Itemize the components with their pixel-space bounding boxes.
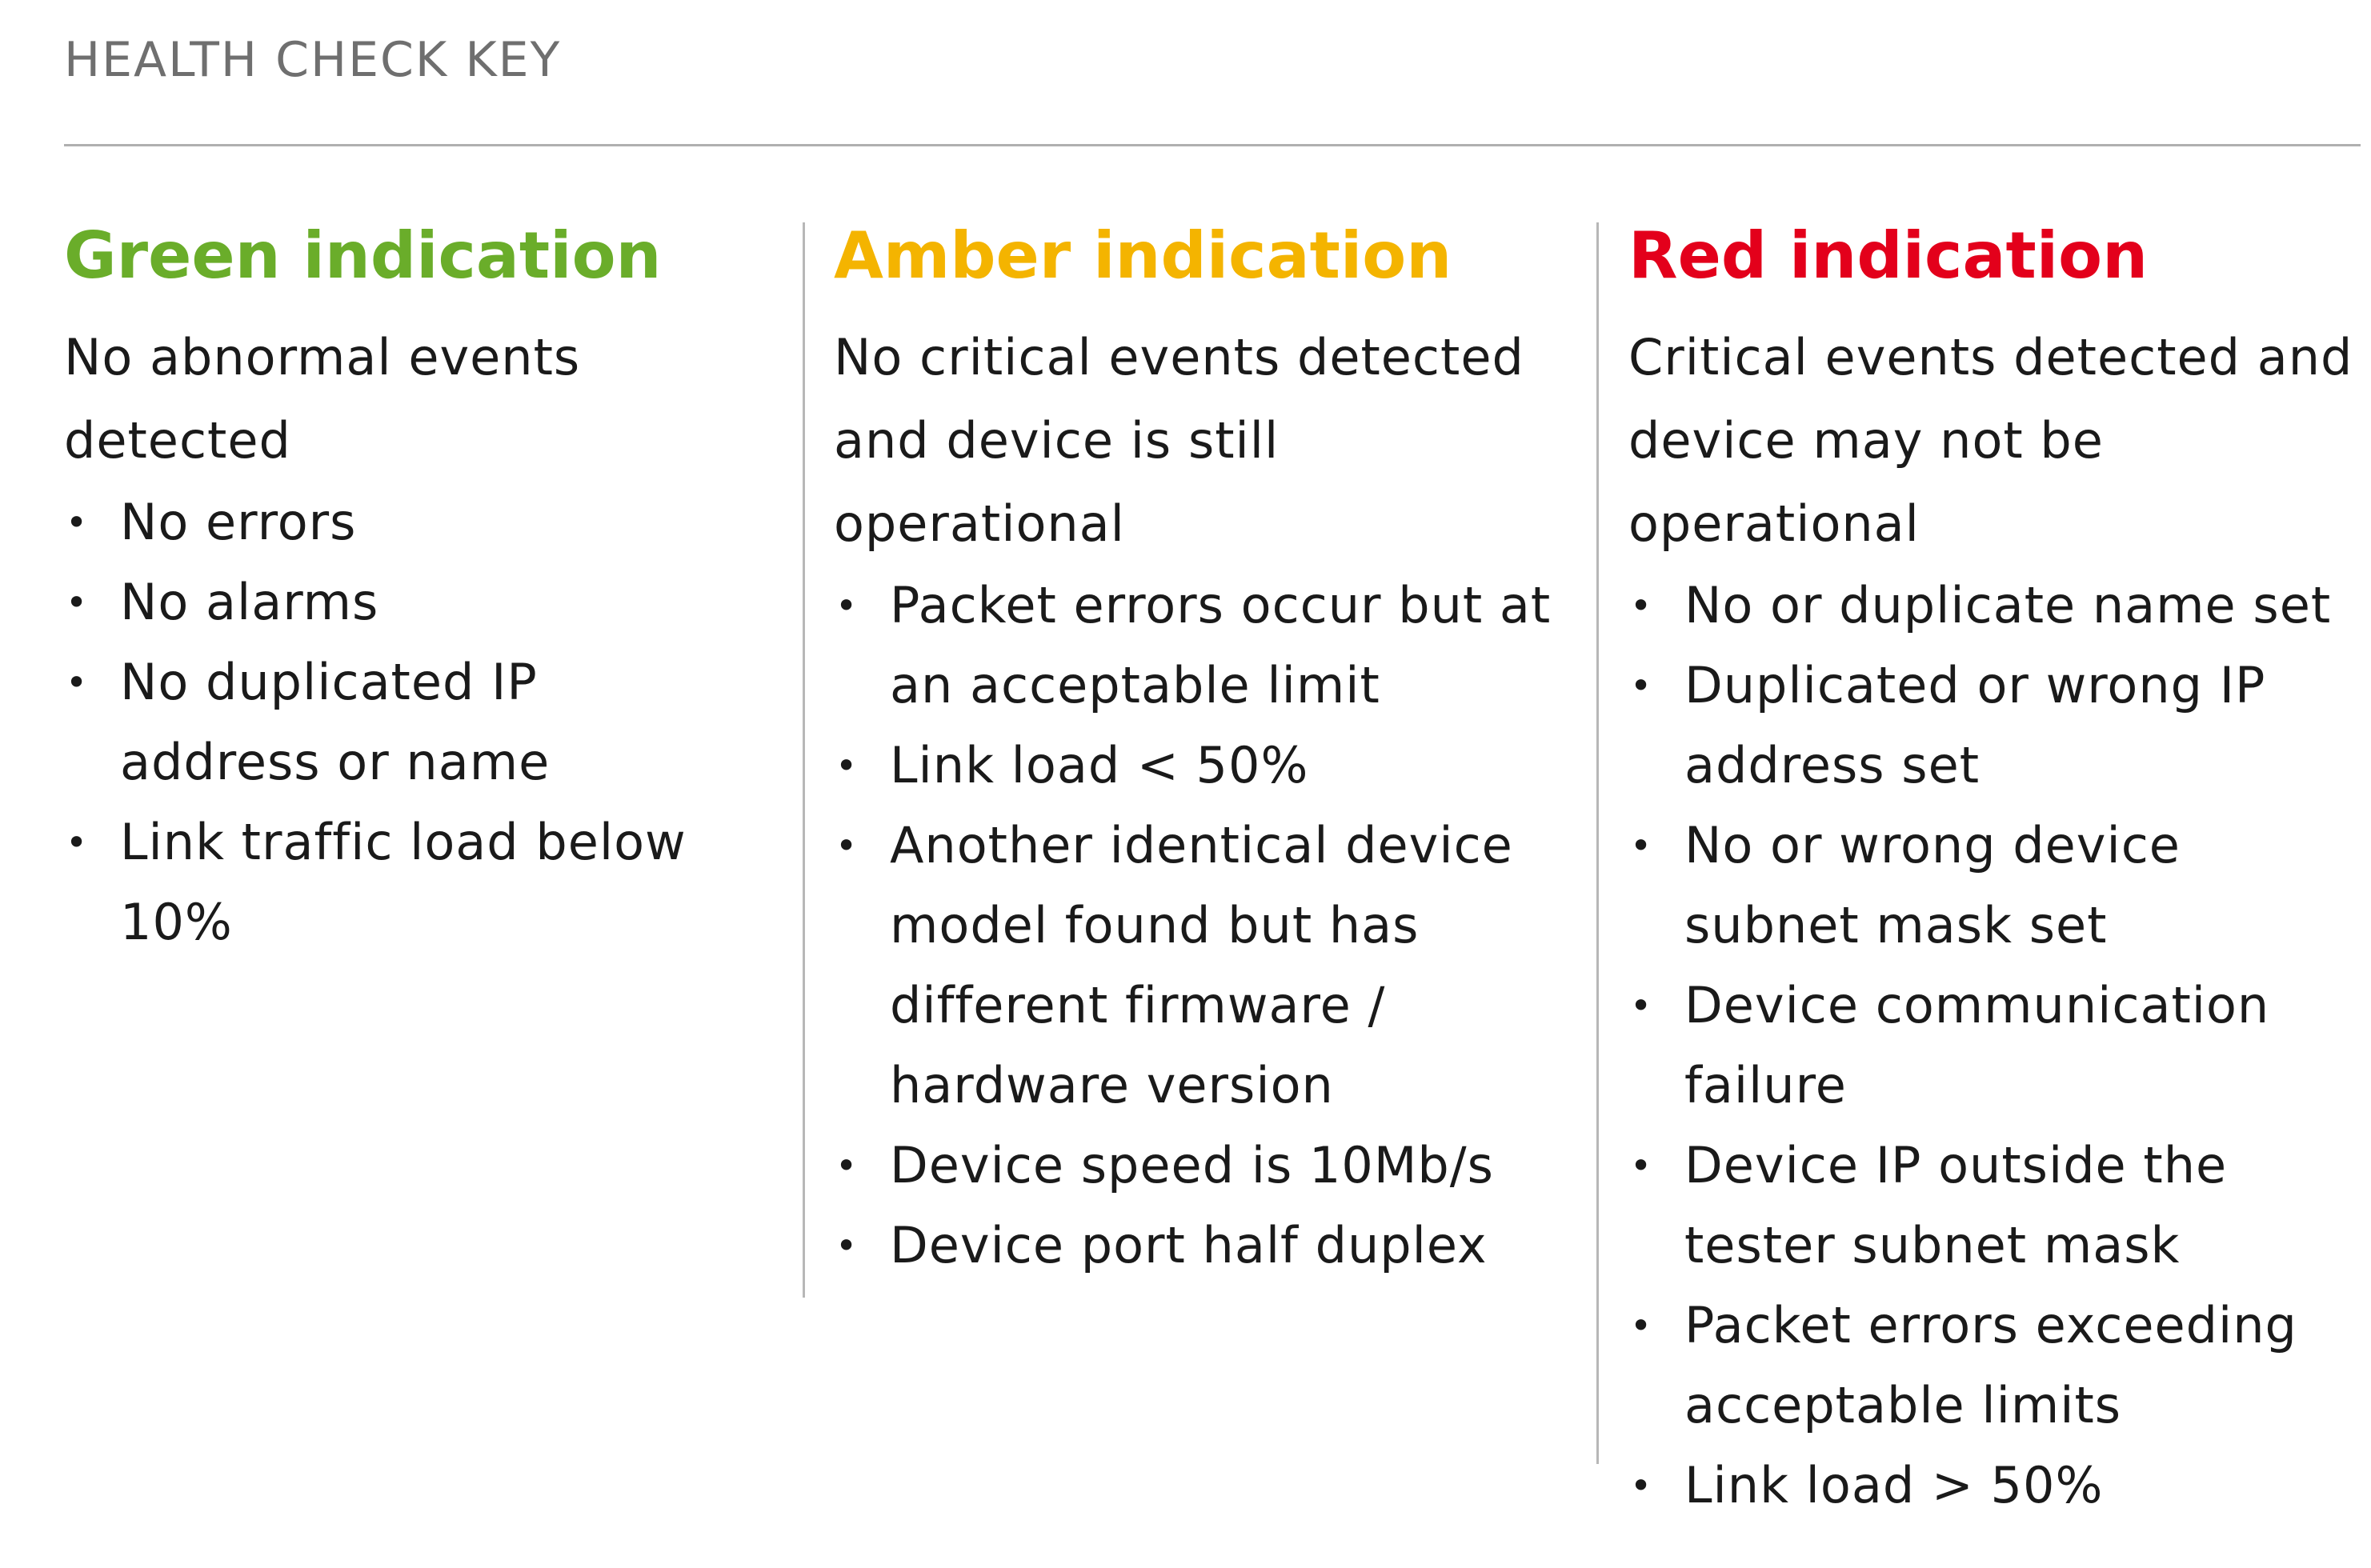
list-item [834, 806, 1554, 1126]
bullet-icon: • [66, 661, 89, 704]
amber-indication-list [834, 566, 1554, 1286]
amber-indication-heading: Amber indication [834, 218, 1452, 293]
list-item [1628, 566, 2365, 646]
green-indication-description: No abnormal events detected [64, 328, 581, 470]
amber-indication-column [834, 212, 1554, 1286]
list-item-text: Device communication failure [1684, 976, 2270, 1114]
bullet-icon: • [1630, 824, 1653, 867]
column-divider-left [803, 222, 805, 1298]
list-item-text: Device port half duplex [890, 1216, 1488, 1274]
bullet-icon: • [1630, 1144, 1653, 1187]
list-item-text: No errors [120, 493, 357, 551]
list-item-text: No or wrong device subnet mask set [1684, 816, 2181, 954]
green-indication-column [64, 212, 736, 962]
bullet-icon: • [835, 1224, 859, 1267]
bullet-icon: • [66, 501, 89, 544]
amber-indication-description: No critical events detected and device is still operational [834, 328, 1524, 553]
list-item-text: Duplicated or wrong IP address set [1684, 656, 2266, 794]
bullet-icon: • [1630, 984, 1653, 1027]
red-indication-column [1628, 212, 2365, 1526]
bullet-icon: • [66, 581, 89, 624]
list-item [834, 1126, 1554, 1206]
list-item-text: Device speed is 10Mb/s [890, 1136, 1494, 1194]
list-item [1628, 646, 2365, 806]
bullet-icon: • [1630, 1464, 1653, 1507]
list-item [1628, 966, 2365, 1126]
page-title: HEALTH CHECK KEY [64, 32, 562, 88]
list-item-text: Link load > 50% [1684, 1456, 2104, 1514]
list-item-text: Packet errors occur but at an acceptable limit [890, 576, 1552, 714]
list-item-text: No or duplicate name set [1684, 576, 2332, 634]
list-item [64, 802, 736, 962]
bullet-icon: • [1630, 664, 1653, 707]
list-item-text: Link load < 50% [890, 736, 1309, 794]
list-item-text: Device IP outside the tester subnet mask [1684, 1136, 2228, 1274]
bullet-icon: • [66, 821, 89, 864]
list-item-text: No alarms [120, 573, 379, 631]
list-item [834, 1206, 1554, 1286]
bullet-icon: • [1630, 1304, 1653, 1347]
list-item-text: Link traffic load below 10% [120, 813, 687, 951]
list-item-text: Packet errors exceeding acceptable limits [1684, 1296, 2297, 1434]
red-indication-list [1628, 566, 2365, 1526]
bullet-icon: • [835, 1144, 859, 1187]
bullet-icon: • [835, 824, 859, 867]
list-item [1628, 1126, 2365, 1286]
list-item [64, 562, 736, 642]
green-indication-list [64, 482, 736, 962]
green-indication-heading: Green indication [64, 218, 662, 293]
title-divider [64, 144, 2361, 146]
bullet-icon: • [1630, 584, 1653, 627]
list-item [1628, 806, 2365, 966]
red-indication-description: Critical events detected and device may not be operational [1628, 328, 2353, 553]
list-item [834, 566, 1554, 726]
list-item-text: No duplicated IP address or name [120, 653, 551, 791]
bullet-icon: • [835, 584, 859, 627]
list-item [64, 482, 736, 562]
list-item [64, 642, 736, 802]
list-item [1628, 1286, 2365, 1446]
column-divider-right [1596, 222, 1599, 1464]
list-item [834, 726, 1554, 806]
red-indication-heading: Red indication [1628, 218, 2149, 293]
list-item-text: Another identical device model found but has different firmware / hardware version [890, 816, 1513, 1114]
list-item [1628, 1446, 2365, 1526]
bullet-icon: • [835, 744, 859, 787]
